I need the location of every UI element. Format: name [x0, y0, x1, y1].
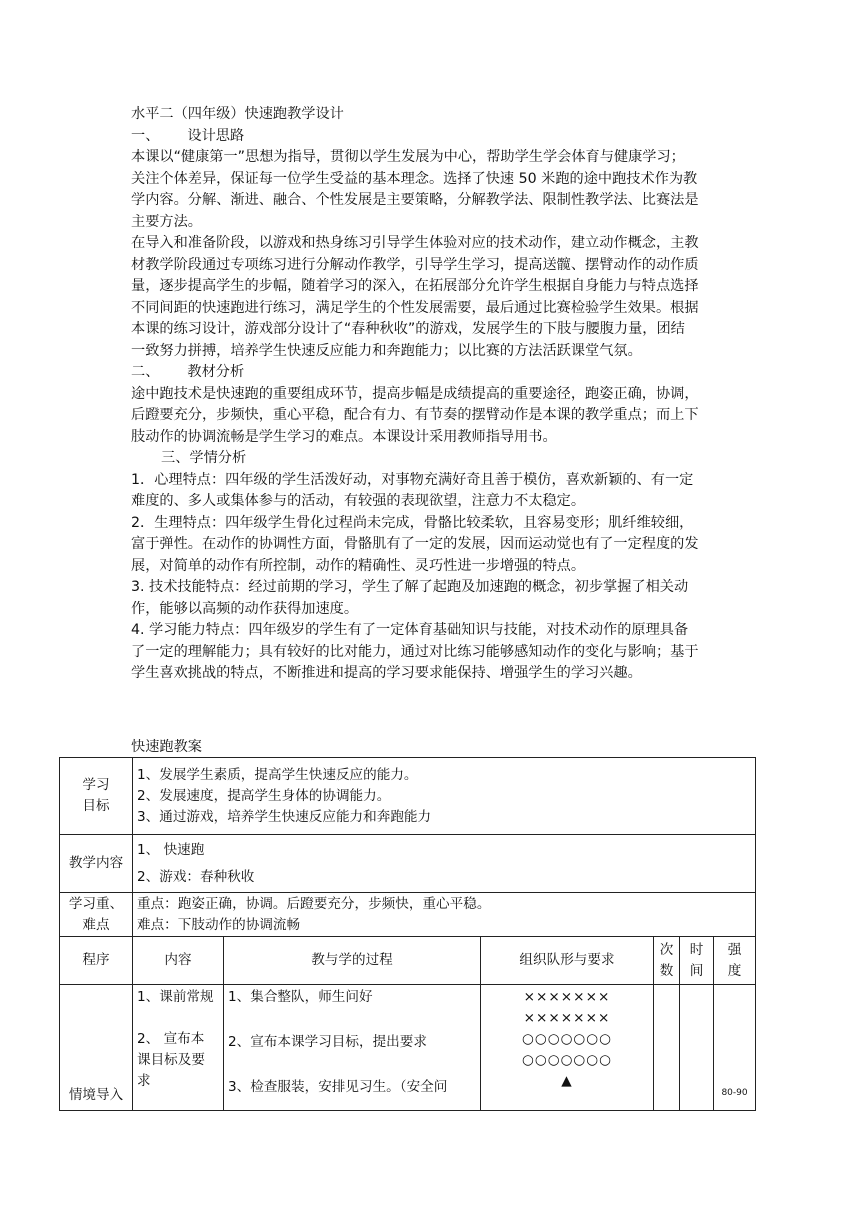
process-item: 2、宣布本课学习目标，提出要求 [228, 1034, 427, 1050]
goal-item: 1、发展学生素质，提高学生快速反应的能力。 [137, 766, 418, 783]
header-process: 教与学的过程 [224, 937, 481, 985]
teacher-position-icon: ▲ [561, 1073, 573, 1089]
paragraph-line: 量，逐步提高学生的步幅，随着学习的深入，在拓展部分允许学生根据自身能力与特点选择 [131, 278, 699, 294]
intensity-cell: 80-90 [714, 985, 756, 1111]
header-count-text: 次 [659, 941, 674, 958]
content-cell [133, 835, 756, 893]
content-item: 课目标及要 [137, 1052, 205, 1068]
keypoint-item: 重点：跑姿正确，协调。后蹬要充分，步频快，重心平稳。 [137, 895, 491, 912]
goals-cell [133, 758, 756, 835]
keypoints-label: 难点 [82, 916, 110, 933]
paragraph-line: 2．生理特点：四年级学生骨化过程尚未完成，骨骼比较柔软，且容易变形；肌纤维较细， [131, 514, 694, 531]
paragraph-line: 后蹬要充分，步频快，重心平稳，配合有力、有节奏的摆臂动作是本课的教学重点；而上下 [131, 407, 699, 423]
section-heading-2 [131, 362, 736, 384]
paragraph-line: 展，对简单的动作有所控制，动作的精确性、灵巧性进一步增强的特点。 [131, 557, 586, 574]
paragraph-line: 不同间距的快速跑进行练习，满足学生的个性发展需要，最后通过比赛检验学生效果。根据 [131, 299, 699, 316]
paragraph-line: 主要方法。 [131, 213, 202, 230]
table-row [60, 985, 756, 1111]
document-title: 水平二（四年级）快速跑教学设计 [131, 106, 344, 122]
paragraph-line: 3. 技术技能特点：经过前期的学习，学生了解了起跑及加速跑的概念，初步掌握了相关动 [131, 579, 689, 595]
time-cell [680, 985, 714, 1111]
paragraph-line: 学生喜欢挑战的特点，不断推进和提高的学习要求能保持、增强学生的学习兴趣。 [131, 665, 642, 681]
section-1-paragraphs [131, 147, 736, 362]
procedure-cell: 情境导入 [60, 985, 133, 1111]
paragraph-line: 关注个体差异，保证每一位学生受益的基本理念。选择了快速 50 米跑的途中跑技术作为教 [131, 170, 698, 187]
content-items-cell [133, 985, 224, 1111]
content-item: 2、游戏：春种秋收 [137, 868, 255, 885]
header-intensity-text: 度 [727, 962, 742, 979]
lesson-plan-table [59, 757, 756, 1111]
header-procedure: 程序 [60, 937, 133, 985]
formation-line: ××××××× [523, 1010, 611, 1026]
section-3-paragraphs [131, 470, 736, 685]
goals-label: 目标 [82, 798, 110, 814]
content-item: 1、 快速跑 [137, 841, 205, 858]
paragraph-line: 一致努力拼搏，培养学生快速反应能力和奔跑能力；以比赛的方法活跃课堂气氛。 [131, 342, 642, 359]
paragraph-line: 作，能够以高频的动作获得加速度。 [131, 600, 359, 617]
section-2-paragraphs [131, 384, 736, 449]
section-title: 教材分析 [187, 364, 245, 380]
section-number: 二、 [131, 364, 160, 380]
paragraph-line: 富于弹性。在动作的协调性方面，骨骼肌有了一定的发展，因而运动觉也有了一定程度的发 [131, 536, 699, 552]
paragraph-line: 学内容。分解、渐进、融合、个性发展是主要策略，分解教学法、限制性教学法、比赛法是 [131, 192, 699, 208]
paragraph-line: 本课的练习设计，游戏部分设计了“春种秋收”的游戏，发展学生的下肢与腰腹力量，团结 [131, 321, 685, 337]
keypoints-label-cell [60, 893, 133, 937]
process-item: 3、检查服装，安排见习生。（安全问 [228, 1079, 448, 1095]
goal-item: 2、发展速度，提高学生身体的协调能力。 [137, 787, 391, 804]
formation-line: ○○○○○○○ [521, 1031, 613, 1047]
paragraph-line: 肢动作的协调流畅是学生学习的难点。本课设计采用教师指导用书。 [131, 428, 557, 445]
formation-line: ××××××× [523, 989, 611, 1005]
content-item: 2、 宣布本 [137, 1031, 205, 1047]
document-body [131, 104, 736, 685]
formation-cell [481, 985, 654, 1111]
table-row [60, 835, 756, 893]
header-intensity-text: 强 [727, 941, 742, 958]
paragraph-line: 在导入和准备阶段，以游戏和热身练习引导学生体验对应的技术动作，建立动作概念，主教 [131, 235, 699, 251]
paragraph-line: 途中跑技术是快速跑的重要组成环节，提高步幅是成绩提高的重要途径，跑姿正确，协调， [131, 385, 699, 402]
header-count [654, 937, 680, 985]
goals-label: 学习 [82, 777, 110, 793]
process-cell [224, 985, 481, 1111]
table-title: 快速跑教案 [131, 739, 202, 755]
paragraph-line: 4. 学习能力特点：四年级岁的学生有了一定体育基础知识与技能，对技术动作的原理具备 [131, 622, 689, 638]
header-content: 内容 [133, 937, 224, 985]
paragraph-line: 1．心理特点：四年级的学生活泼好动，对事物充满好奇且善于模仿，喜欢新颖的、有一定 [131, 471, 694, 488]
count-cell [654, 985, 680, 1111]
section-title: 设计思路 [187, 127, 245, 144]
table-row [60, 758, 756, 835]
goals-label-cell [60, 758, 133, 835]
table-row [60, 893, 756, 937]
content-label-cell: 教学内容 [60, 835, 133, 893]
section-heading-3: 三、学情分析 [161, 450, 247, 466]
keypoints-label: 学习重、 [68, 895, 124, 912]
header-formation: 组织队形与要求 [481, 937, 654, 985]
header-time [680, 937, 714, 985]
paragraph-line: 了一定的理解能力；具有较好的比对能力，通过对比练习能够感知动作的变化与影响；基于 [131, 643, 699, 660]
header-intensity [714, 937, 756, 985]
paragraph-line: 本课以“健康第一”思想为指导，贯彻以学生发展为中心，帮助学生学会体育与健康学习； [131, 149, 685, 165]
paragraph-line: 难度的、多人或集体参与的活动，有较强的表现欲望，注意力不太稳定。 [131, 493, 586, 509]
header-count-text: 数 [659, 962, 674, 979]
table-header-row [60, 937, 756, 985]
paragraph-line: 材教学阶段通过专项练习进行分解动作教学，引导学生学习，提高送髋、摆臂动作的动作质 [131, 256, 699, 273]
content-item: 求 [137, 1073, 151, 1089]
section-heading-1 [131, 126, 736, 148]
header-time-text: 时 [689, 941, 704, 958]
goal-item: 3、通过游戏，培养学生快速反应能力和奔跑能力 [137, 808, 432, 825]
keypoint-item: 难点：下肢动作的协调流畅 [137, 916, 301, 933]
keypoints-cell [133, 893, 756, 937]
formation-line: ○○○○○○○ [521, 1052, 613, 1068]
content-item: 1、课前常规 [137, 989, 214, 1005]
section-number: 一、 [131, 127, 160, 144]
header-time-text: 间 [689, 962, 704, 979]
process-item: 1、集合整队，师生问好 [228, 989, 373, 1005]
